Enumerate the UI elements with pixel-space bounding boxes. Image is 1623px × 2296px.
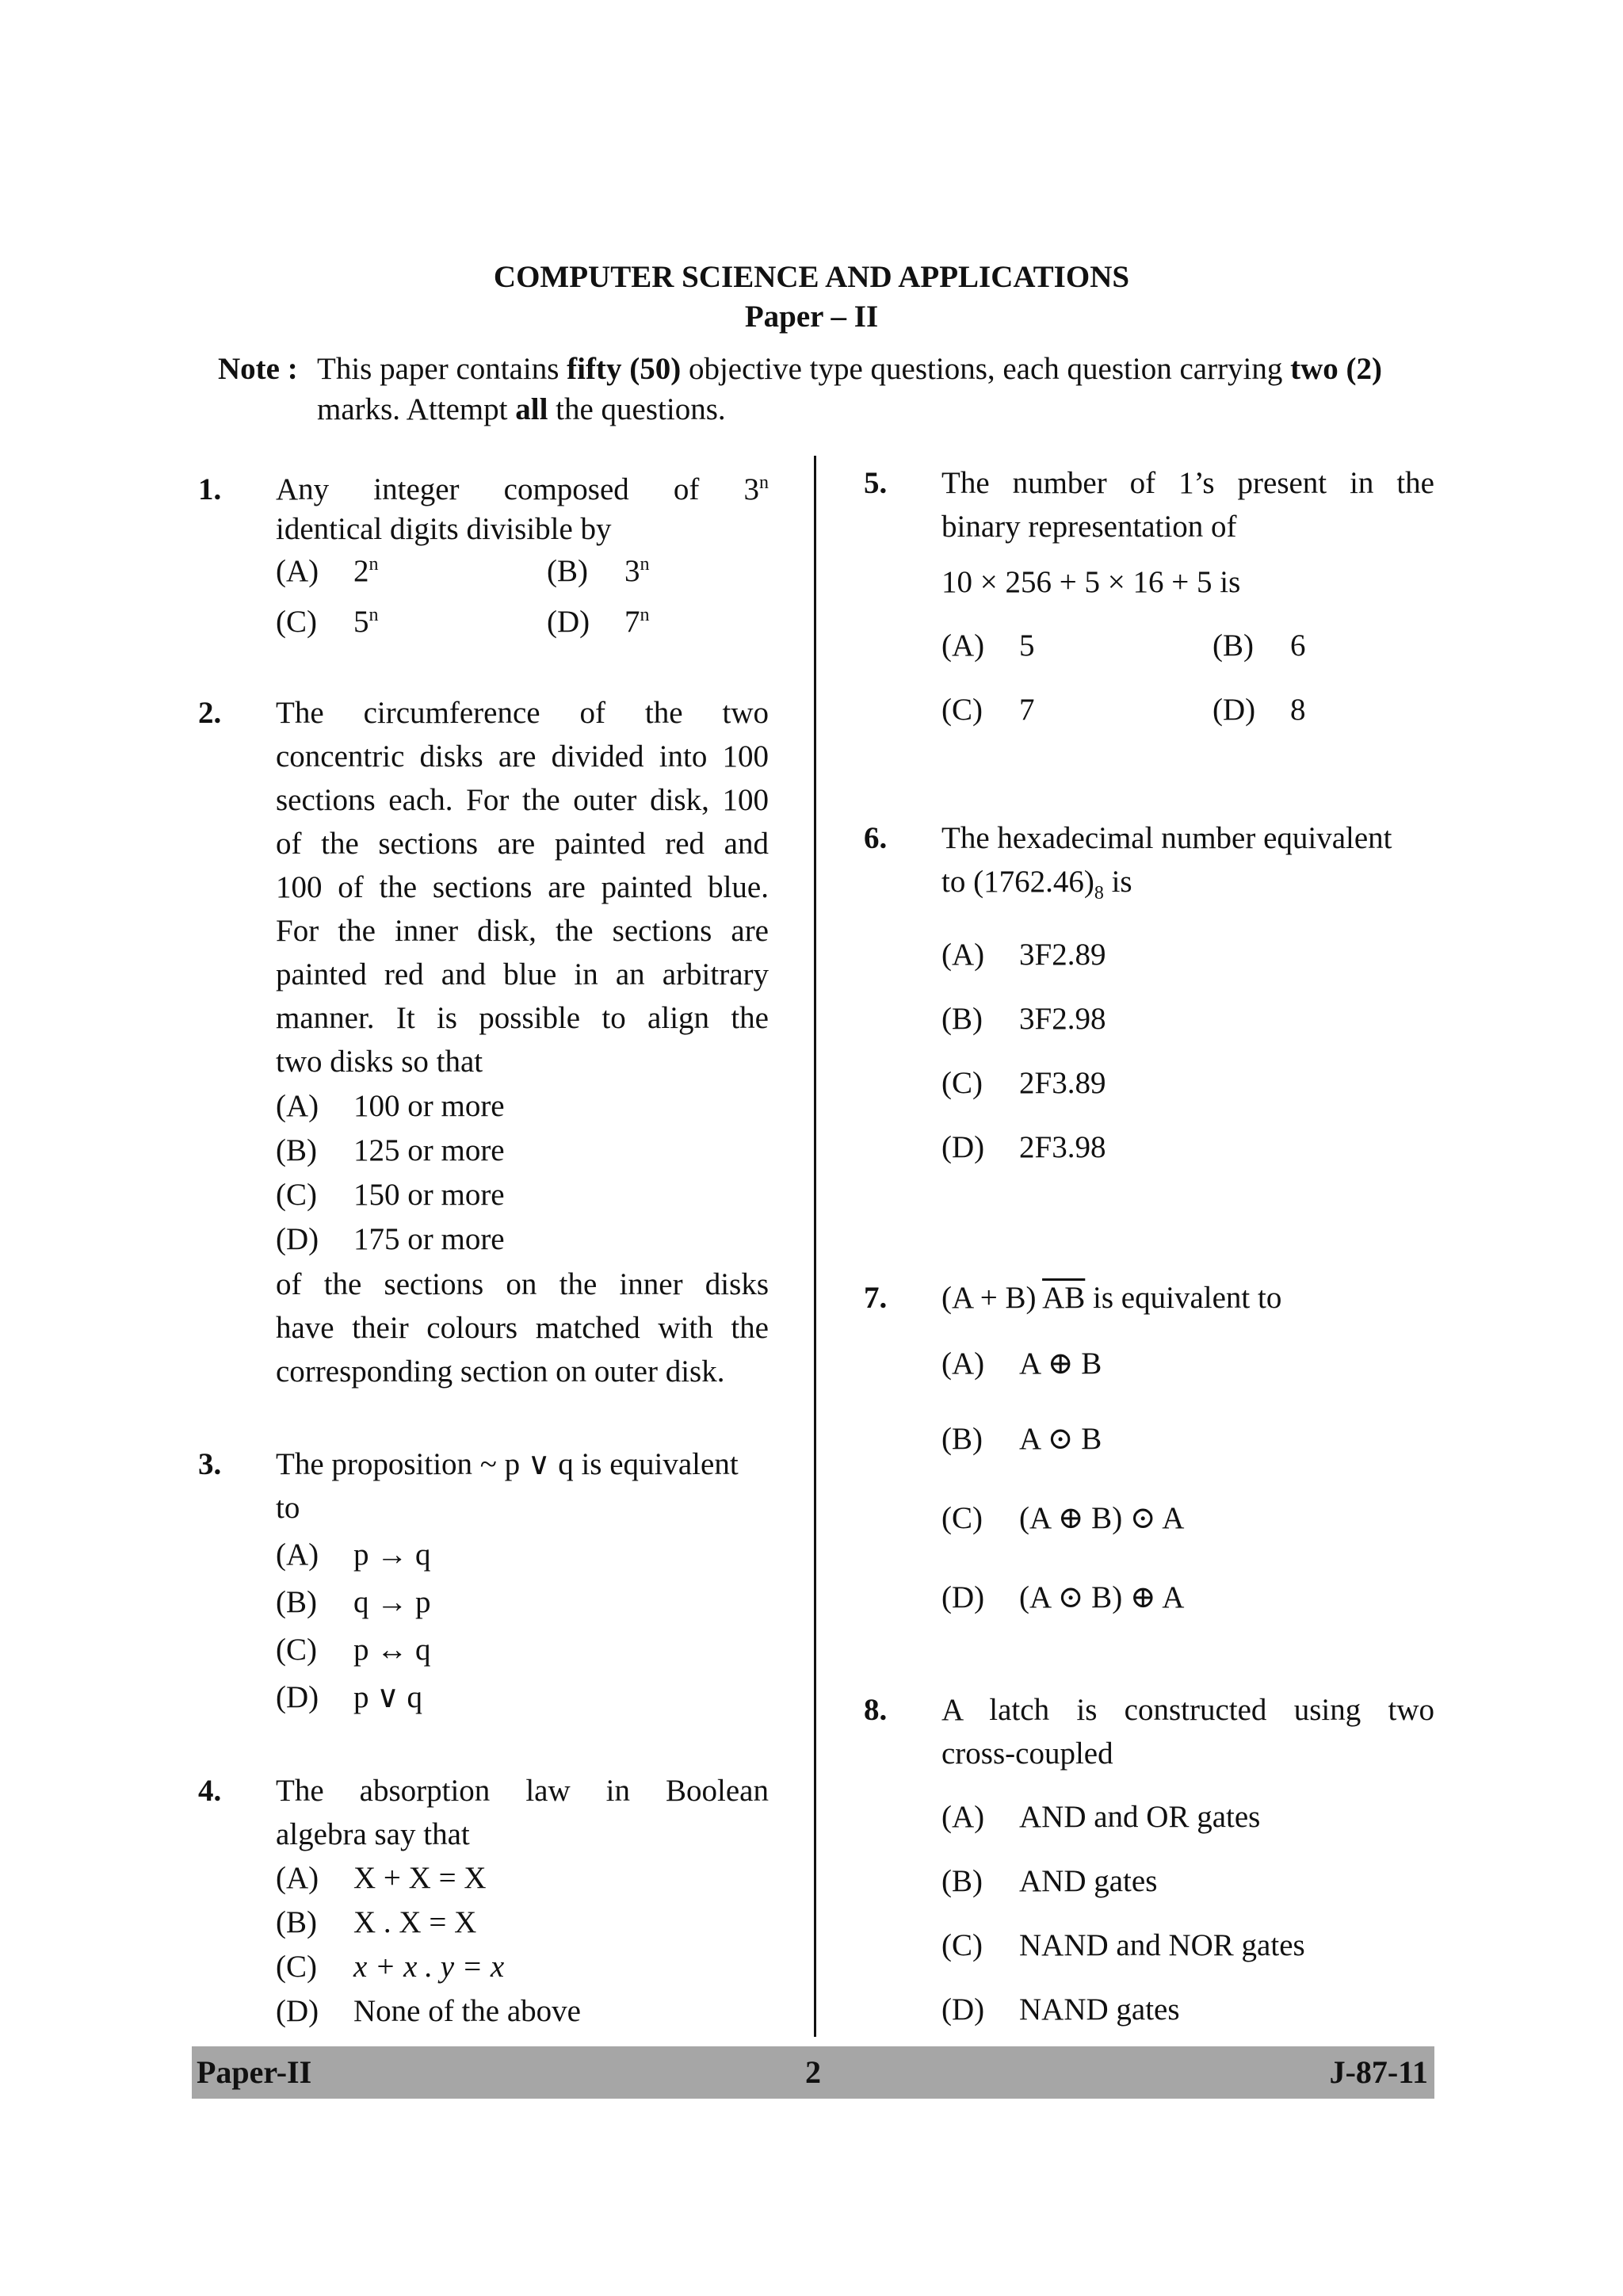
question-6-option-c: (C) 2F3.89	[941, 1066, 1106, 1100]
question-2-option-d: (D) 175 or more	[276, 1222, 505, 1256]
question-1-option-c: (C) 5$^n$	[276, 605, 379, 639]
question-8-option-a: (A) AND and OR gates	[941, 1800, 1261, 1834]
page-footer	[192, 2046, 1434, 2099]
question-1-text-line2: identical digits divisible by	[276, 512, 612, 546]
question-3-option-b: (B) q → p	[276, 1585, 431, 1619]
question-2-number: 2.	[198, 696, 222, 730]
question-3-number: 3.	[198, 1447, 222, 1481]
footer-paper-label: Paper-II	[197, 2054, 312, 2090]
question-3-option-c: (C) p ↔ q	[276, 1633, 431, 1667]
question-2-tail: corresponding section on outer disk.	[276, 1354, 725, 1389]
exam-title: COMPUTER SCIENCE AND APPLICATIONS	[493, 260, 1130, 294]
question-5-text-line2: binary representation of	[941, 510, 1237, 544]
question-6-option-a: (A) 3F2.89	[941, 938, 1106, 972]
question-7-text: (A + B) $\overline{AB}$ is equivalent to	[941, 1281, 1282, 1315]
question-4-text: The absorption law in Boolean	[276, 1774, 769, 1808]
footer-page-number: 2	[805, 2054, 821, 2090]
question-2-tail: have their colours matched with the	[276, 1311, 769, 1345]
question-1-option-a: (A) 2$^n$	[276, 554, 379, 588]
question-6-number: 6.	[864, 821, 888, 855]
question-2-line: 100 of the sections are painted blue.	[276, 870, 769, 904]
question-5-option-c: (C) 7	[941, 693, 1035, 727]
question-1-number: 1.	[198, 472, 222, 506]
question-2-option-a: (A) 100 or more	[276, 1089, 505, 1123]
question-2-option-b: (B) 125 or more	[276, 1133, 505, 1167]
question-6-text-line2: to $(1762.46)_8$ is	[941, 865, 1132, 904]
footer-paper-code: J-87-11	[1329, 2054, 1428, 2090]
question-6-option-d: (D) 2F3.98	[941, 1130, 1106, 1164]
question-4-option-c: (C) x + x . y = x	[276, 1950, 505, 1984]
question-7-option-b: (B) A ⊙ B	[941, 1422, 1102, 1456]
question-1-option-b: (B) 3$^n$	[547, 554, 650, 588]
question-3-text: The proposition ~ p ∨ q is equivalent	[276, 1447, 739, 1481]
question-4-option-b: (B) X . X = X	[276, 1905, 477, 1939]
question-3-text-line2: to	[276, 1491, 300, 1525]
question-8-text-line2: cross-coupled	[941, 1736, 1113, 1771]
question-2-line: two disks so that	[276, 1045, 483, 1079]
question-2-line: concentric disks are divided into 100	[276, 739, 769, 774]
question-7-option-a: (A) A ⊕ B	[941, 1347, 1102, 1381]
question-2-line: painted red and blue in an arbitrary	[276, 957, 769, 991]
question-5-expression: 10 × 256 + 5 × 16 + 5 is	[941, 565, 1241, 599]
question-8-option-c: (C) NAND and NOR gates	[941, 1928, 1305, 1962]
question-4-option-d: (D) None of the above	[276, 1994, 581, 2028]
question-2-line: The circumference of the two	[276, 696, 769, 730]
question-8-text: A latch is constructed using two	[941, 1693, 1434, 1727]
question-2-line: For the inner disk, the sections are	[276, 914, 769, 948]
question-5-number: 5.	[864, 466, 888, 500]
column-divider	[814, 456, 816, 2037]
question-4-option-a: (A) X + X = X	[276, 1861, 487, 1895]
question-1-text: Any integer composed of 3$^n$	[276, 472, 769, 506]
question-6-text: The hexadecimal number equivalent	[941, 821, 1392, 855]
question-3-option-a: (A) p → q	[276, 1538, 431, 1572]
question-1-option-d: (D) 7$^n$	[547, 605, 650, 639]
note-text: This paper contains fifty (50) objective type questions, each question carrying two (2) marks. Attempt all the questions.	[317, 352, 1383, 426]
question-8-option-d: (D) NAND gates	[941, 1992, 1180, 2027]
question-6-option-b: (B) 3F2.98	[941, 1002, 1106, 1036]
question-2-option-c: (C) 150 or more	[276, 1178, 505, 1212]
question-4-number: 4.	[198, 1774, 222, 1808]
question-5-option-d: (D) 8	[1212, 693, 1306, 727]
question-5-option-b: (B) 6	[1212, 628, 1306, 663]
paper-subtitle: Paper – II	[744, 300, 879, 334]
question-3-option-d: (D) p ∨ q	[276, 1680, 423, 1714]
question-2-line: sections each. For the outer disk, 100	[276, 783, 769, 817]
question-8-number: 8.	[864, 1693, 888, 1727]
question-8-option-b: (B) AND gates	[941, 1864, 1158, 1898]
question-2-tail: of the sections on the inner disks	[276, 1267, 769, 1301]
question-7-option-d: (D) (A ⊙ B) ⊕ A	[941, 1580, 1185, 1614]
question-4-text-line2: algebra say that	[276, 1817, 470, 1851]
question-2-line: of the sections are painted red and	[276, 827, 769, 861]
question-5-text: The number of 1’s present in the	[941, 466, 1434, 500]
question-2-line: manner. It is possible to align the	[276, 1001, 769, 1035]
question-7-number: 7.	[864, 1281, 888, 1315]
question-5-option-a: (A) 5	[941, 628, 1035, 663]
note-label: Note :	[218, 352, 298, 386]
ab-complement: $\overline{AB}$	[1042, 1281, 1086, 1315]
question-7-option-c: (C) (A ⊕ B) ⊙ A	[941, 1501, 1185, 1535]
